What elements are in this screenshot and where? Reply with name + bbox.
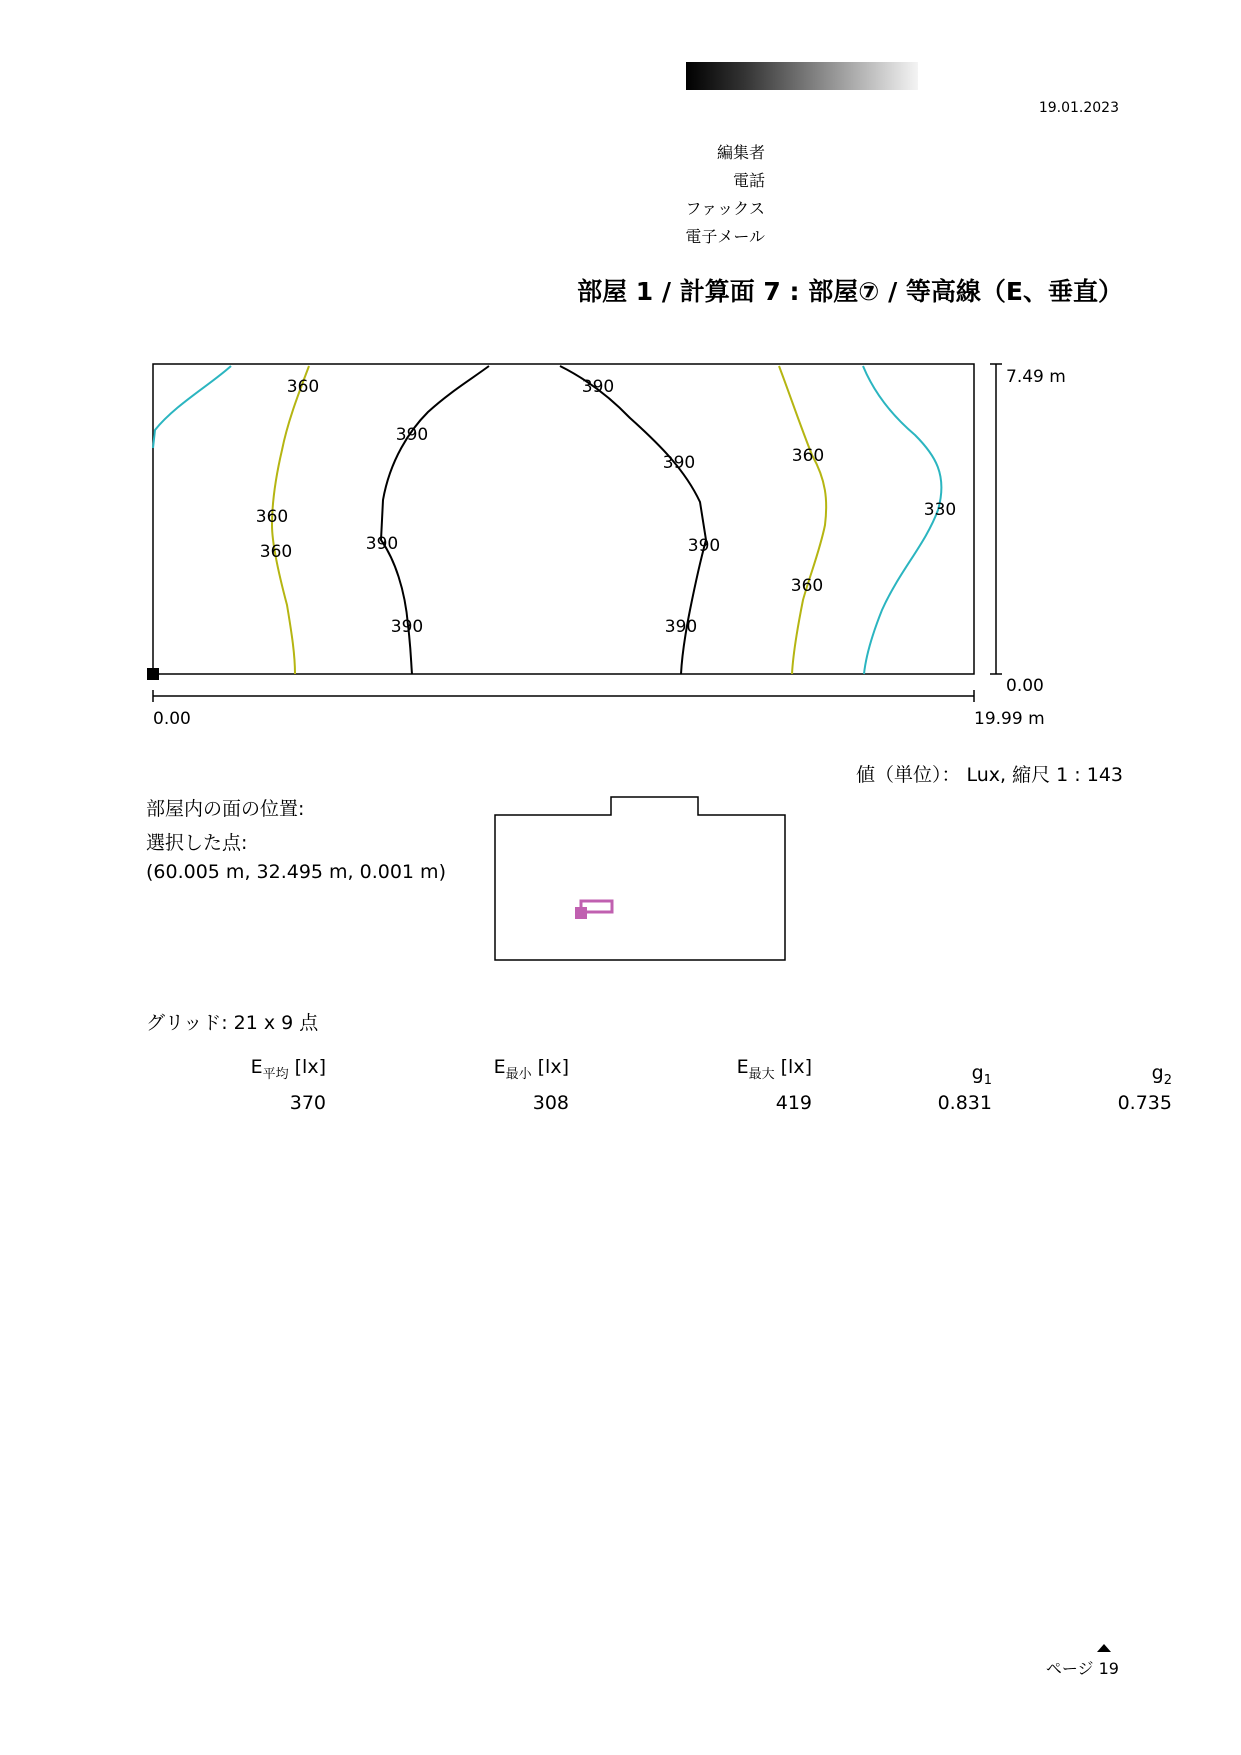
contour-label: 360 xyxy=(286,377,320,397)
page-up-icon xyxy=(1097,1644,1111,1652)
selected-point-label: 選択した点: xyxy=(146,832,248,854)
contour-label: 390 xyxy=(662,453,696,473)
units-scale-line: 値（単位）： Lux, 縮尺 1 : 143 xyxy=(855,764,1123,786)
page-title: 部屋 1 / 計算面 7 : 部屋⑦ / 等高線（E、垂直） xyxy=(577,277,1123,306)
room-floor-plan xyxy=(495,797,785,960)
contour-label: 390 xyxy=(395,425,429,445)
contour-360-right xyxy=(779,366,826,674)
email-label: 電子メール xyxy=(685,227,765,246)
contour-label: 390 xyxy=(365,534,399,554)
stat-header-g2: $g_2$ xyxy=(1151,1062,1172,1088)
stat-header-emax: $E_{最大}$ [lx] xyxy=(736,1056,812,1082)
stat-header-g1: $g_1$ xyxy=(971,1062,992,1088)
contour-label: 390 xyxy=(581,377,615,397)
contour-label: 360 xyxy=(259,542,293,562)
stat-header-emin: $E_{最小}$ [lx] xyxy=(493,1056,569,1082)
y-max-label: 7.49 m xyxy=(1006,367,1066,387)
stat-header-eavg: $E_{平均}$ [lx] xyxy=(250,1056,326,1082)
contour-label: 360 xyxy=(255,507,289,527)
stat-value-g2: 0.735 xyxy=(1117,1092,1172,1114)
stat-value-emax: 419 xyxy=(775,1092,812,1114)
stat-value-emin: 308 xyxy=(532,1092,569,1114)
report-date: 19.01.2023 xyxy=(1038,100,1119,116)
contour-label: 390 xyxy=(687,536,721,556)
selected-point-marker xyxy=(575,907,587,919)
contour-label: 390 xyxy=(664,617,698,637)
x-min-label: 0.00 xyxy=(153,709,191,729)
contour-label: 330 xyxy=(923,500,957,520)
phone-label: 電話 xyxy=(732,171,765,190)
contour-330-right xyxy=(863,366,941,674)
contour-label: 390 xyxy=(390,617,424,637)
grid-size: グリッド: 21 x 9 点 xyxy=(146,1012,319,1034)
page-number: ページ 19 xyxy=(1045,1659,1119,1678)
location-heading: 部屋内の面の位置: xyxy=(146,798,305,820)
stat-value-g1: 0.831 xyxy=(937,1092,992,1114)
stat-value-eavg: 370 xyxy=(289,1092,326,1114)
contour-label: 360 xyxy=(791,446,825,466)
contour-330-left xyxy=(153,366,231,448)
x-max-label: 19.99 m xyxy=(974,709,1045,729)
fax-label: ファックス xyxy=(685,199,765,218)
contour-label: 360 xyxy=(790,576,824,596)
selected-point-coordinates: (60.005 m, 32.495 m, 0.001 m) xyxy=(146,861,446,883)
editor-label: 編集者 xyxy=(716,143,765,162)
y-min-label: 0.00 xyxy=(1006,676,1044,696)
origin-marker xyxy=(147,668,159,680)
